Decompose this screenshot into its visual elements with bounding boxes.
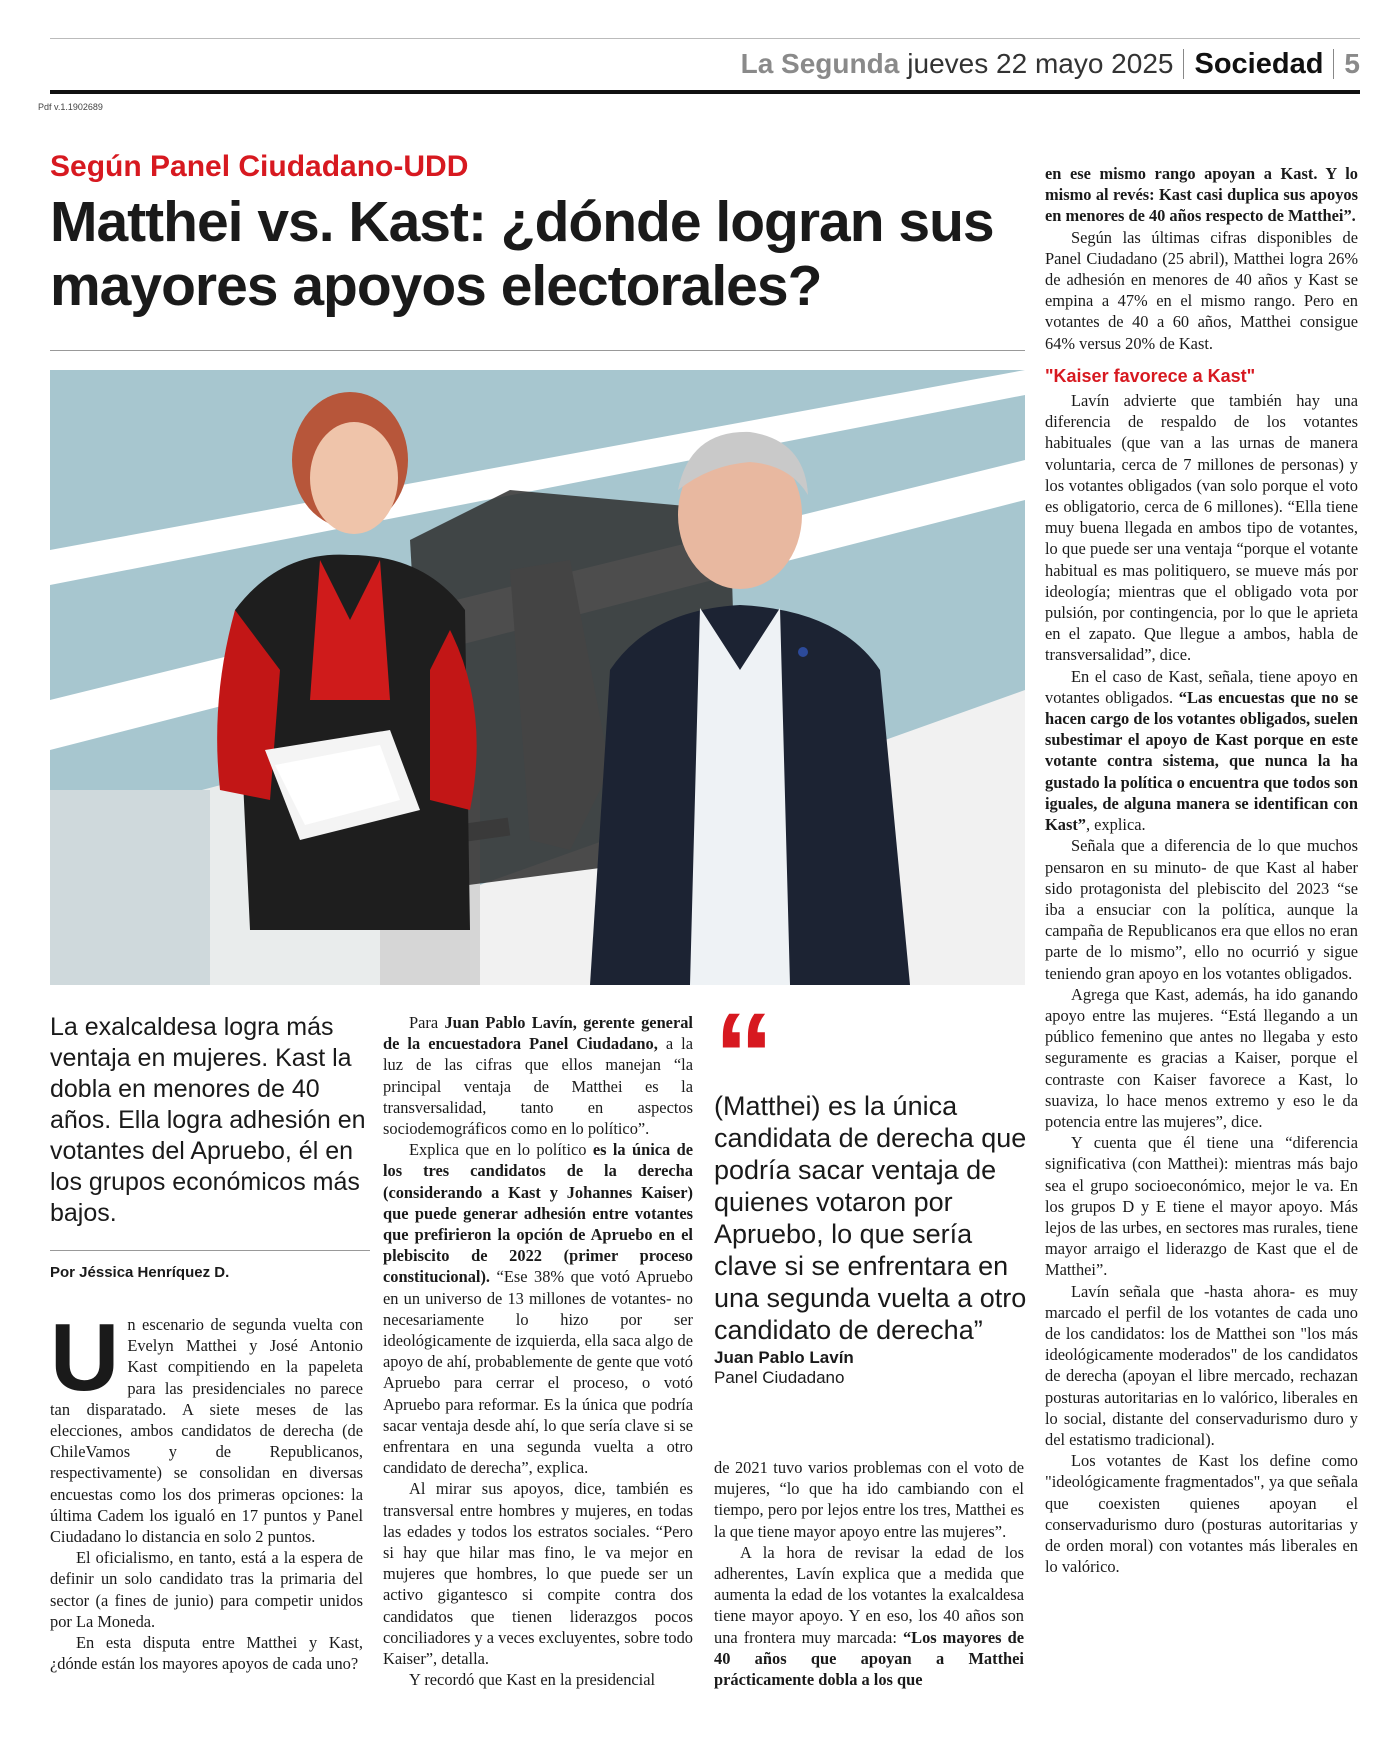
paragraph: Y recordó que Kast en la presidencial — [409, 1670, 656, 1690]
paragraph: de 2021 tuvo varios problemas con el voto de mujeres, “lo que ha ido cambiando con el tiempo, pero por lejos entre los tres, Matthei es la que tiene mayor apoyo entre las mujeres”. — [714, 1458, 1024, 1541]
article-column-2 — [383, 1012, 693, 1691]
article-deck: La exalcaldesa logra más ventaja en mujeres. Kast la dobla en menores de 40 años. Ella logra adhesión en votantes del Apruebo, él en los grupos económicos más bajos. — [50, 1013, 366, 1227]
quote-text: (Matthei) es la única candidata de derecha que podría sacar ventaja de quienes votaron por Apruebo, lo que sería clave si se enfrentara en una segunda vuelta a otro candidato de derecha” — [714, 1091, 1027, 1345]
paragraph: n escenario de segunda vuelta con Evelyn Matthei y José Antonio Kast compitiendo en la papeleta para las presidenciales no parece tan disparatado. A siete meses de las elecciones, ambos candidatos de derecha (de ChileVamos y de Republicanos, respectivamente) se consolidan en diversas encuestas como los dos primeras opciones: la última Cadem los igualó en 17 puntos y Panel Ciudadano lo distancia en solo 2 puntos. — [50, 1315, 363, 1547]
paragraph: Agrega que Kast, además, ha ido ganando apoyo entre las mujeres. “Está llegando a un público femenino que antes no llegaba y esto seguramente es gracias a Kaiser, porque el contraste con Kaiser favorece a Kast, lo suaviza, lo hace menos extremo y eso le da potencia entre las mujeres”, dice. — [1045, 984, 1358, 1131]
paragraph: Al mirar sus apoyos, dice, también es transversal entre hombres y mujeres, en todas las edades y todos los estratos sociales. “Pero si hay que hilar mas fino, le va mejor en mujeres que hombres, lo que puede ser un activo gigantesco si compite contra dos candidatos que tienen liderazgos pocos conciliadores y a veces excluyentes, sobre todo Kaiser”, detalla. — [383, 1479, 693, 1669]
paragraph: Y cuenta que él tiene una “diferencia significativa (con Matthei): mientras más bajo sea el grupo socioeconómico, mejor le va. En los grupos D y E tiene el mayor apoyo. Más lejos de las urbes, en sectores mas rurales, tiene mayor arraigo el liderazgo de Kast que el de Matthei”. — [1045, 1133, 1358, 1280]
pull-quote — [714, 1010, 1029, 1388]
masthead-divider — [1333, 49, 1334, 79]
text-run: , explica. — [1085, 815, 1146, 835]
byline: Por Jéssica Henríquez D. — [50, 1264, 230, 1281]
quote-author: Juan Pablo Lavín — [714, 1348, 854, 1367]
bold-text-run: en ese mismo rango apoyan a Kast. Y lo mismo al revés: Kast casi duplica sus apoyos en menores de 40 años respecto de Matthei”. — [1045, 164, 1358, 226]
issue-date: jueves 22 mayo 2025 — [907, 48, 1174, 79]
bold-text-run: “Las encuestas que no se hacen cargo de los votantes obligados, suelen subestimar el apoyo de Kast porque en este votante contra sistema, que nunca la ha gustado la política o encuentra que todos son iguales, de alguna manera se identifican con Kast” — [1045, 687, 1359, 835]
quote-mark-icon: “ — [714, 1010, 774, 1078]
text-run: a la luz de las cifras que ellos manejan “la principal ventaja de Matthei es la transversalidad, tanto en aspectos sociodemográficos como en lo político”. — [383, 1034, 693, 1139]
paragraph — [1045, 163, 1358, 227]
masthead-rule — [50, 90, 1360, 94]
paragraph: En esta disputa entre Matthei y Kast, ¿dónde están los mayores apoyos de cada uno? — [50, 1633, 363, 1674]
paragraph — [383, 1139, 693, 1478]
masthead-divider — [1183, 49, 1184, 79]
paragraph: Lavín señala que -hasta ahora- es muy marcado el perfil de los votantes de cada uno de los candidatos: los de Matthei son "los más ideológicamente moderados" de los candidatos de derecha (apoyan el libre mercado, rechazan posturas autoritarias en lo valórico, liberales en lo social, distante del conservadurismo duro y del estatismo tradicional). — [1045, 1281, 1358, 1449]
paragraph: Los votantes de Kast los define como "ideológicamente fragmentados", ya que señala que coexisten quienes apoyan el conservadurismo duro (posturas autoritarias y de orden moral) con votantes más liberales en lo valórico. — [1045, 1451, 1358, 1577]
page-number: 5 — [1344, 48, 1360, 79]
article-column-3 — [714, 1457, 1024, 1690]
paragraph: El oficialismo, en tanto, está a la espera de definir un solo candidato tras la primaria del sector (a fines de junio) para competir unidos por La Moneda. — [50, 1548, 363, 1631]
bold-text-run: “Los mayores de 40 años que apoyan a Matthei prácticamente dobla a los que — [714, 1627, 1024, 1690]
paragraph: Lavín advierte que también hay una diferencia de respaldo de los votantes habituales (que van a las urnas de manera voluntaria, cerca de 7 millones de personas) y los votantes obligados (van solo porque el voto es obligatorio, cerca de 6 millones). “Ella tiene muy buena llegada en ambos tipo de votantes, lo que puede ser una ventaja “porque el votante habitual es mas politiquero, se mueve más por ideología; mientras que el obligado vota por pulsión, por contingencia, por lo que le aprieta en el zapato. Que llegue a ambos, habla de transversalidad”, dice. — [1045, 391, 1358, 665]
paragraph: Señala que a diferencia de lo que muchos pensaron en su minuto- de que Kast al haber sido protagonista del plebiscito del 2023 “se iba a ensuciar con la política, aunque la campaña de Republicanos era que ellos no eran parte de lo mismo”, ello no ocurrió y sigue teniendo gran apoyo en los votantes obligados. — [1045, 836, 1358, 983]
headline-rule — [50, 350, 1025, 351]
text-run: Explica que en lo político — [409, 1140, 593, 1160]
article-column-1 — [50, 1304, 363, 1674]
byline-rule — [50, 1250, 370, 1251]
top-rule — [50, 38, 1360, 39]
drop-cap: U — [50, 1304, 120, 1411]
masthead — [50, 42, 1360, 90]
newspaper-name: La Segunda — [740, 48, 900, 79]
kicker: Según Panel Ciudadano-UDD — [50, 150, 469, 183]
pdf-version: Pdf v.1.1902689 — [38, 102, 103, 112]
paragraph — [383, 1012, 693, 1139]
paragraph — [714, 1542, 1024, 1690]
text-run: Para — [409, 1013, 445, 1032]
bold-text-run: es la única de los tres candidatos de la derecha (considerando a Kast y Johannes Kaiser) que puede generar adhesión entre votantes que prefirieron la opción de Apruebo en el plebiscito de 2022 (primer proceso constitucional). — [383, 1140, 694, 1287]
paragraph — [1045, 666, 1358, 836]
text-run: “Ese 38% que votó Apruebo en un universo de 13 millones de votantes- no necesariamente lo hizo por ser ideológicamente de izquierda, ella saca algo de apoyo de ahí, probablemente de gente que votó Apruebo para cerrar el proceso, o votó Apruebo para reformar. Es la única que podría sacar ventaja desde ahí, lo que sería clave si se enfrentara en una segunda vuelta a otro candidato de derecha”, explica. — [383, 1267, 693, 1478]
article-photo — [50, 370, 1025, 985]
text-run: A la hora de revisar la edad de los adherentes, Lavín explica que a medida que aumenta la edad de los votantes la exalcaldesa tiene mayor apoyo. Y en eso, los 40 años son una frontera muy marcada: — [714, 1542, 1024, 1647]
article-column-4 — [1045, 163, 1358, 1577]
bold-text-run: Juan Pablo Lavín, gerente general de la encuestadora Panel Ciudadano, — [383, 1013, 693, 1054]
section-name: Sociedad — [1194, 47, 1324, 80]
subheading: "Kaiser favorece a Kast" — [1045, 365, 1256, 386]
text-run: En el caso de Kast, señala, tiene apoyo en votantes obligados. — [1045, 666, 1358, 707]
headline: Matthei vs. Kast: ¿dónde logran sus mayores apoyos electorales? — [50, 190, 994, 318]
paragraph: Según las últimas cifras disponibles de Panel Ciudadano (25 abril), Matthei logra 26% de adhesión en menores de 40 años y Kast se empina a 47% en el mismo rango. Pero en votantes de 40 a 60 años, Matthei consigue 64% versus 20% de Kast. — [1045, 227, 1358, 353]
quote-author-role: Panel Ciudadano — [714, 1368, 845, 1387]
